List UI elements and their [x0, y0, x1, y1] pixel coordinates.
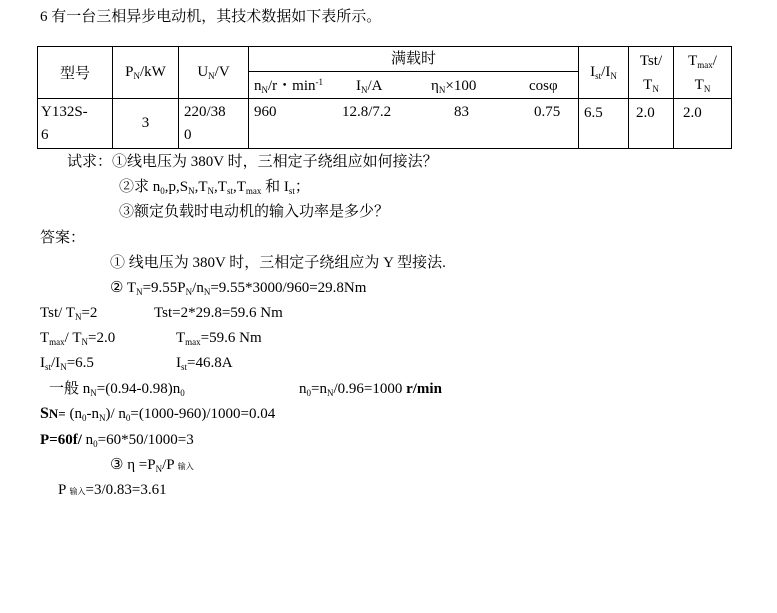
header-model: 型号: [38, 47, 113, 99]
answer-1: ① 线电压为 380V 时，三相定子绕组应为 Y 型接法.: [110, 255, 446, 271]
answer-ist-value: $I_{st}=46.8A$: [176, 355, 233, 372]
header-tmax-tn: $T_{max}/$ $T_N$: [674, 47, 732, 99]
header-eta: $\eta_N\times 100$: [431, 78, 477, 95]
cell-model: Y132S- 6: [38, 99, 113, 149]
answer-ist-ratio: $I_{st}/I_N=6.5$: [40, 355, 94, 372]
answer-poles: P=60f/ $n_0=60*50/1000=3$: [40, 432, 194, 449]
ask-line-1: 试求：①线电压为 380V 时，三相定子绕组应如何接法？: [67, 154, 438, 170]
answer-tmax-ratio: $T_{max}/$ $T_N=2.0$: [40, 330, 116, 347]
ask-line-2: ②求 $n_0,p,S_N,T_N,T_{st},T_{max}$ 和 $I_{st}$；: [119, 179, 310, 196]
header-un: $U_N/V$: [179, 47, 249, 99]
cell-full-load: [249, 99, 579, 149]
header-nn: $n_N/r$・$\min^{-1}$: [254, 77, 323, 95]
cell-eta: 83: [454, 104, 469, 120]
answer-n0-value: $n_0=n_N/0.96=1000$ r/min: [299, 381, 442, 398]
answer-2: ② $T_N=9.55P_N/n_N=9.55*3000/960=29.8Nm$: [110, 280, 367, 297]
answer-tst-ratio: Tst/ $T_N=2$: [40, 305, 98, 322]
cell-pn: 3: [113, 99, 179, 149]
header-cos: cosφ: [529, 78, 558, 94]
answer-tst-value: Tst=2*29.8=59.6 Nm: [154, 305, 283, 321]
question-number: 6: [40, 9, 48, 25]
answer-tmax-value: $T_{max}=59.6$ Nm: [176, 330, 262, 347]
cell-in: 12.8/7.2: [342, 104, 392, 120]
spec-table: [37, 46, 732, 149]
cell-cos: 0.75: [534, 104, 561, 120]
answer-slip: $SN= (n_0-n_N)/$ $n_0=(1000-960)/1000=0.04$: [40, 405, 276, 423]
header-tst-tn: Tst/ $T_N$: [629, 47, 674, 99]
answer-n0-range: 一般 $n_N=(0.94-0.98)n_0$: [49, 381, 185, 398]
cell-tst-tn: 2.0: [629, 99, 674, 149]
ask-line-3: ③额定负载时电动机的输入功率是多少？: [119, 204, 390, 220]
question-title: [40, 8, 381, 26]
answer-label: 答案：: [40, 230, 86, 246]
header-full-load: 满载时 $n_N/r$・$\min^{-1}$ $I_N/A$ $\eta_N\times 100$ cosφ: [249, 47, 579, 99]
cell-nn: 960: [254, 104, 277, 120]
header-in: $I_N/A$: [356, 78, 383, 95]
header-pn: $P_N/kW$: [113, 47, 179, 99]
header-ist-in: $I_{st}/I_N$: [579, 47, 629, 99]
cell-ist-in: 6.5: [579, 99, 629, 149]
answer-input-power: P 输入=3/0.83=3.61: [58, 482, 167, 498]
question-text: 有一台三相异步电动机，其技术数据如下表所示。: [51, 9, 382, 25]
cell-un: 220/38 0: [179, 99, 249, 149]
answer-3: ③ $\eta =P_N/P$ 输入: [110, 457, 194, 474]
cell-tmax-tn: 2.0: [674, 99, 732, 149]
